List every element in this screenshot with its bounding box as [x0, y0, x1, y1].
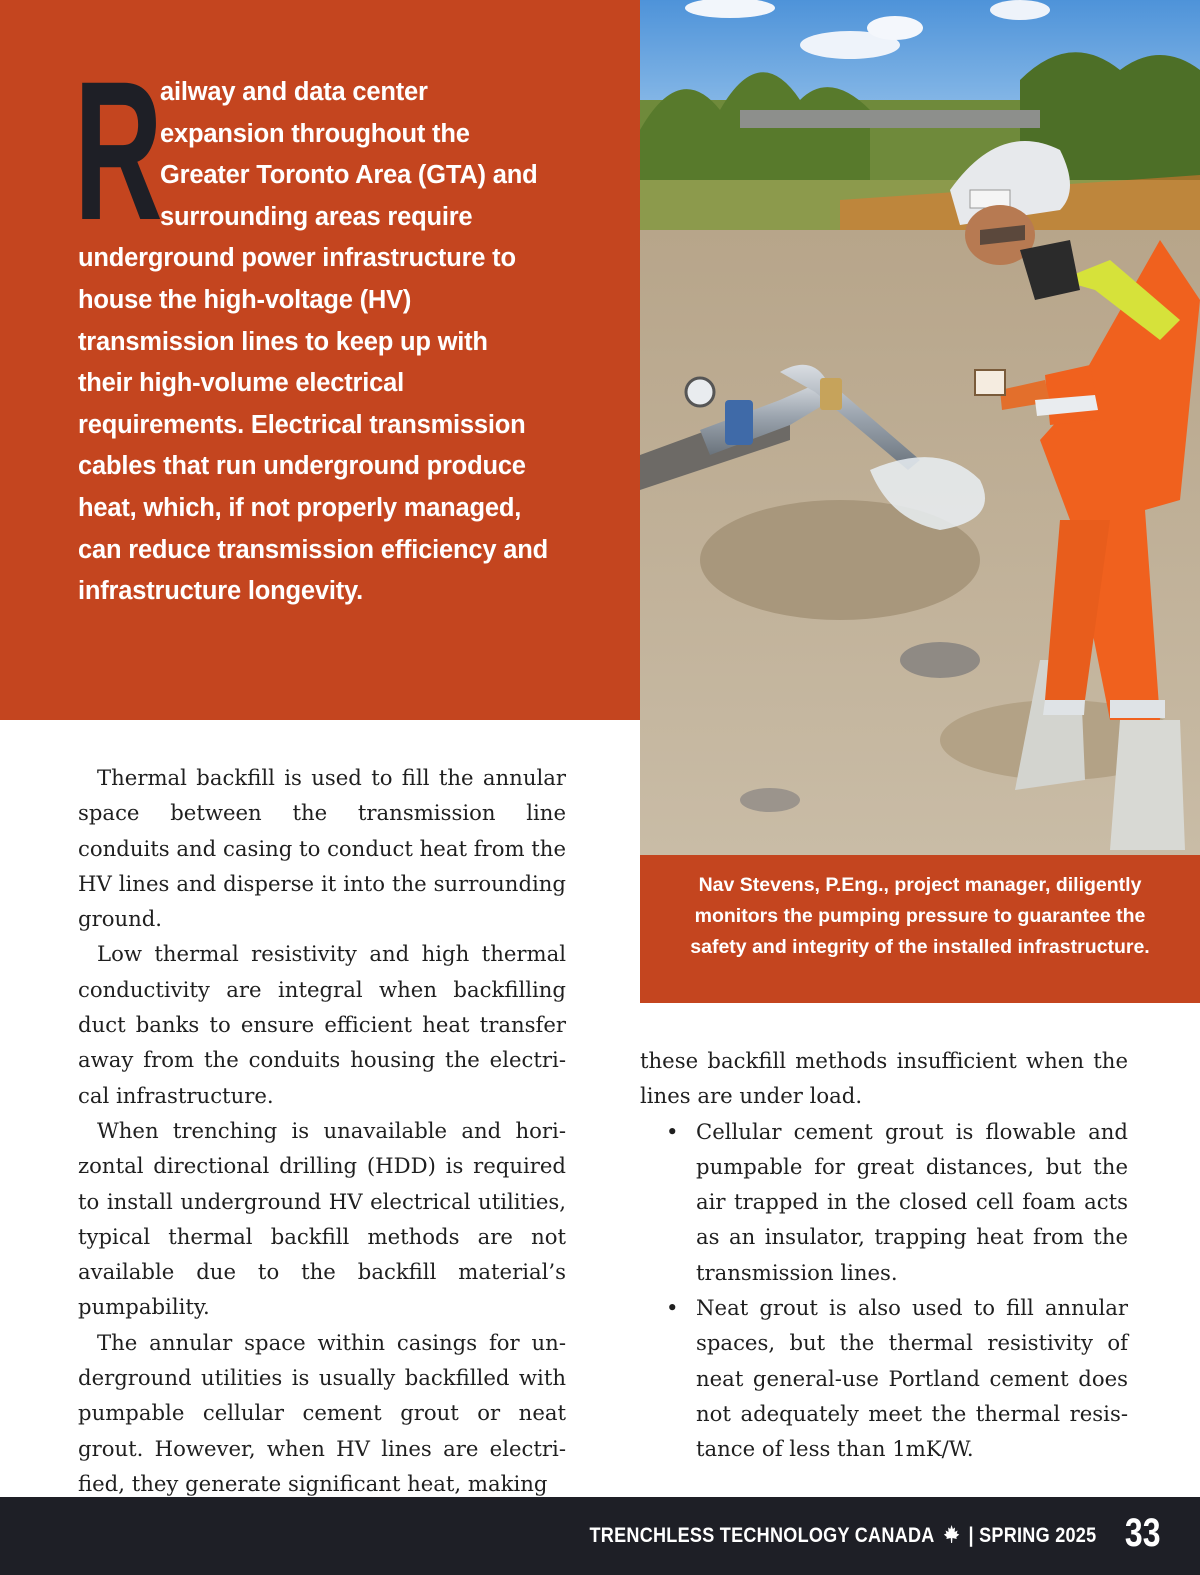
page-number: 33 — [1124, 1511, 1160, 1555]
maple-leaf-icon — [942, 1524, 959, 1544]
paragraph-continued: these backfill methods insufficient when the lines are under load. — [640, 1048, 1128, 1109]
list-item — [640, 1114, 1128, 1290]
page-footer — [0, 1497, 1200, 1575]
drop-cap: R — [74, 40, 163, 261]
worker-monitoring-pipe-photo — [640, 0, 1200, 855]
list-item-text: Cellular cement grout is flowable and pumpable for great distances, but the air trapped in the closed cell foam acts as an insulator, trapping heat from the transmission lines. — [696, 1118, 1128, 1285]
issue-label: SPRING 2025 — [978, 1524, 1096, 1547]
bullet-icon: • — [666, 1118, 679, 1144]
bullet-list — [640, 1114, 1128, 1467]
caption-text: Nav Stevens, P.Eng., project manager, diligently monitors the pumping pressure to guarantee the safety and integrity of the installed infrastructure. — [690, 874, 1150, 958]
footer-separator: | — [968, 1524, 974, 1547]
list-item-text: Neat grout is also used to fill annular spaces, but the thermal resistivity of neat general-use Portland cement does not adequately meet the thermal resistance of less than 1mK/W. — [696, 1295, 1128, 1462]
bullet-icon: • — [666, 1295, 679, 1321]
body-column-right — [640, 1043, 1128, 1467]
body-column-left — [78, 760, 566, 1501]
list-item — [640, 1290, 1128, 1466]
paragraph: Thermal backfill is used to fill the annular space between the transmission line conduits and casing to conduct heat from the HV lines and disperse it into the surrounding ground. — [78, 765, 566, 932]
worker-photo — [640, 0, 1200, 855]
intro-panel — [0, 0, 640, 720]
paragraph: When trenching is unavailable and horizontal directional drilling (HDD) is required to install underground HV electrical utilities, typical thermal backfill methods are not available due to the backfill material’s pumpability. — [78, 1117, 566, 1320]
intro-paragraph: ailway and data center expansion throughout the Greater Toronto Area (GTA) and surrounding areas require underground power infrastructure to house the high-voltage (HV) transmission lines to keep up with their high-volume electrical requirements. Electrical transmission cables that run underground produce heat, which, if not properly managed, can reduce transmission efficiency and infrastructure longevity. — [78, 78, 548, 606]
paragraph: Low thermal resistivity and high thermal conductivity are integral when backfilling duct banks to ensure efficient heat transfer away from the conduits housing the electrical infrastructure. — [78, 941, 566, 1108]
paragraph: The annular space within casings for underground utilities is usually backfilled with pumpable cellular cement grout or neat grout. However, when HV lines are electrified, they generate significant heat, making — [78, 1329, 566, 1496]
intro-text — [74, 40, 548, 613]
photo-caption — [640, 855, 1200, 1003]
publication-name: TRENCHLESS TECHNOLOGY CANADA — [589, 1524, 934, 1547]
footer-title — [589, 1524, 1096, 1548]
